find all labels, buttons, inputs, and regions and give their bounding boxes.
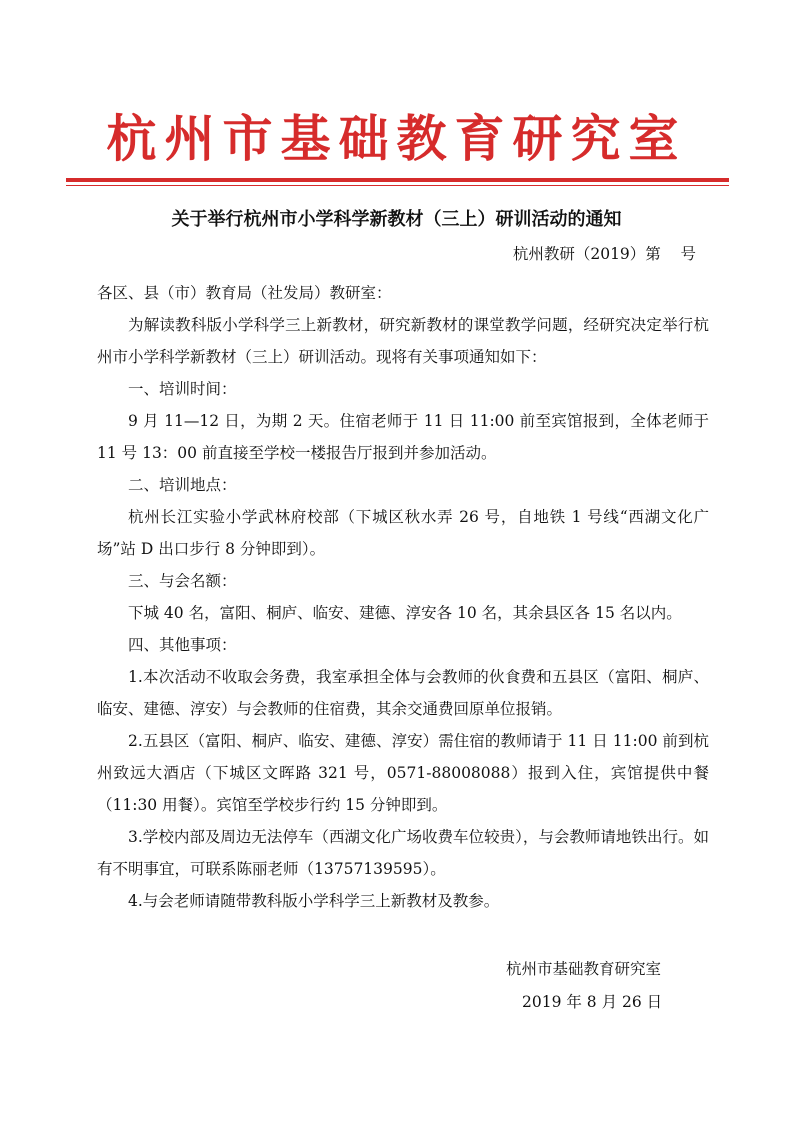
document-number: 杭州教研（2019）第 号 [512, 245, 696, 263]
section-heading-location: 二、培训地点： [128, 476, 237, 494]
section-heading-other: 四、其他事项： [128, 636, 237, 654]
intro-paragraph: 为解读教科版小学科学三上新教材，研究新教材的课堂教学问题，经研究决定举行杭州市小学科学新教材（三上）研训活动。现将有关事项通知如下： [97, 316, 709, 366]
section-content-location: 杭州长江实验小学武林府校部（下城区秋水弄 26 号，自地铁 1 号线“西湖文化广场”站 D 出口步行 8 分钟即到）。 [97, 508, 709, 558]
letterhead-rule-thin [66, 185, 729, 186]
section-content-time: 9 月 11—12 日，为期 2 天。住宿老师于 11 日 11:00 前至宾馆报到，全体老师于 11 号 13：00 前直接至学校一楼报告厅报到并参加活动。 [97, 412, 709, 462]
notice-body [97, 277, 709, 917]
other-item: 1.本次活动不收取会务费，我室承担全体与会教师的伙食费和五县区（富阳、桐庐、临安、建德、淳安）与会教师的住宿费，其余交通费回原单位报销。 [97, 668, 709, 718]
section-heading-quota: 三、与会名额： [128, 572, 237, 590]
section-heading-time: 一、培训时间： [128, 380, 237, 398]
signature-org: 杭州市基础教育研究室 [506, 960, 662, 978]
signature-date: 2019 年 8 月 26 日 [522, 993, 663, 1011]
other-item: 3.学校内部及周边无法停车（西湖文化广场收费车位较贵），与会教师请地铁出行。如有不明事宜，可联系陈丽老师（13757139595）。 [97, 828, 709, 878]
salutation: 各区、县（市）教育局（社发局）教研室： [97, 284, 392, 302]
letterhead-title: 杭州市基础教育研究室 [106, 109, 687, 168]
section-content-quota: 下城 40 名，富阳、桐庐、临安、建德、淳安各 10 名，其余县区各 15 名以内。 [128, 604, 682, 622]
other-item: 2.五县区（富阳、桐庐、临安、建德、淳安）需住宿的教师请于 11 日 11:00 前到杭州致远大酒店（下城区文晖路 321 号，0571-88008088）报到入住，宾馆提供中餐（11:30 用餐）。宾馆至学校步行约 15 分钟即到。 [97, 732, 709, 814]
notice-title: 关于举行杭州市小学科学新教材（三上）研训活动的通知 [171, 209, 622, 230]
letterhead-rule-thick [66, 178, 729, 182]
other-item: 4.与会老师请随带教科版小学科学三上新教材及教参。 [128, 892, 500, 910]
